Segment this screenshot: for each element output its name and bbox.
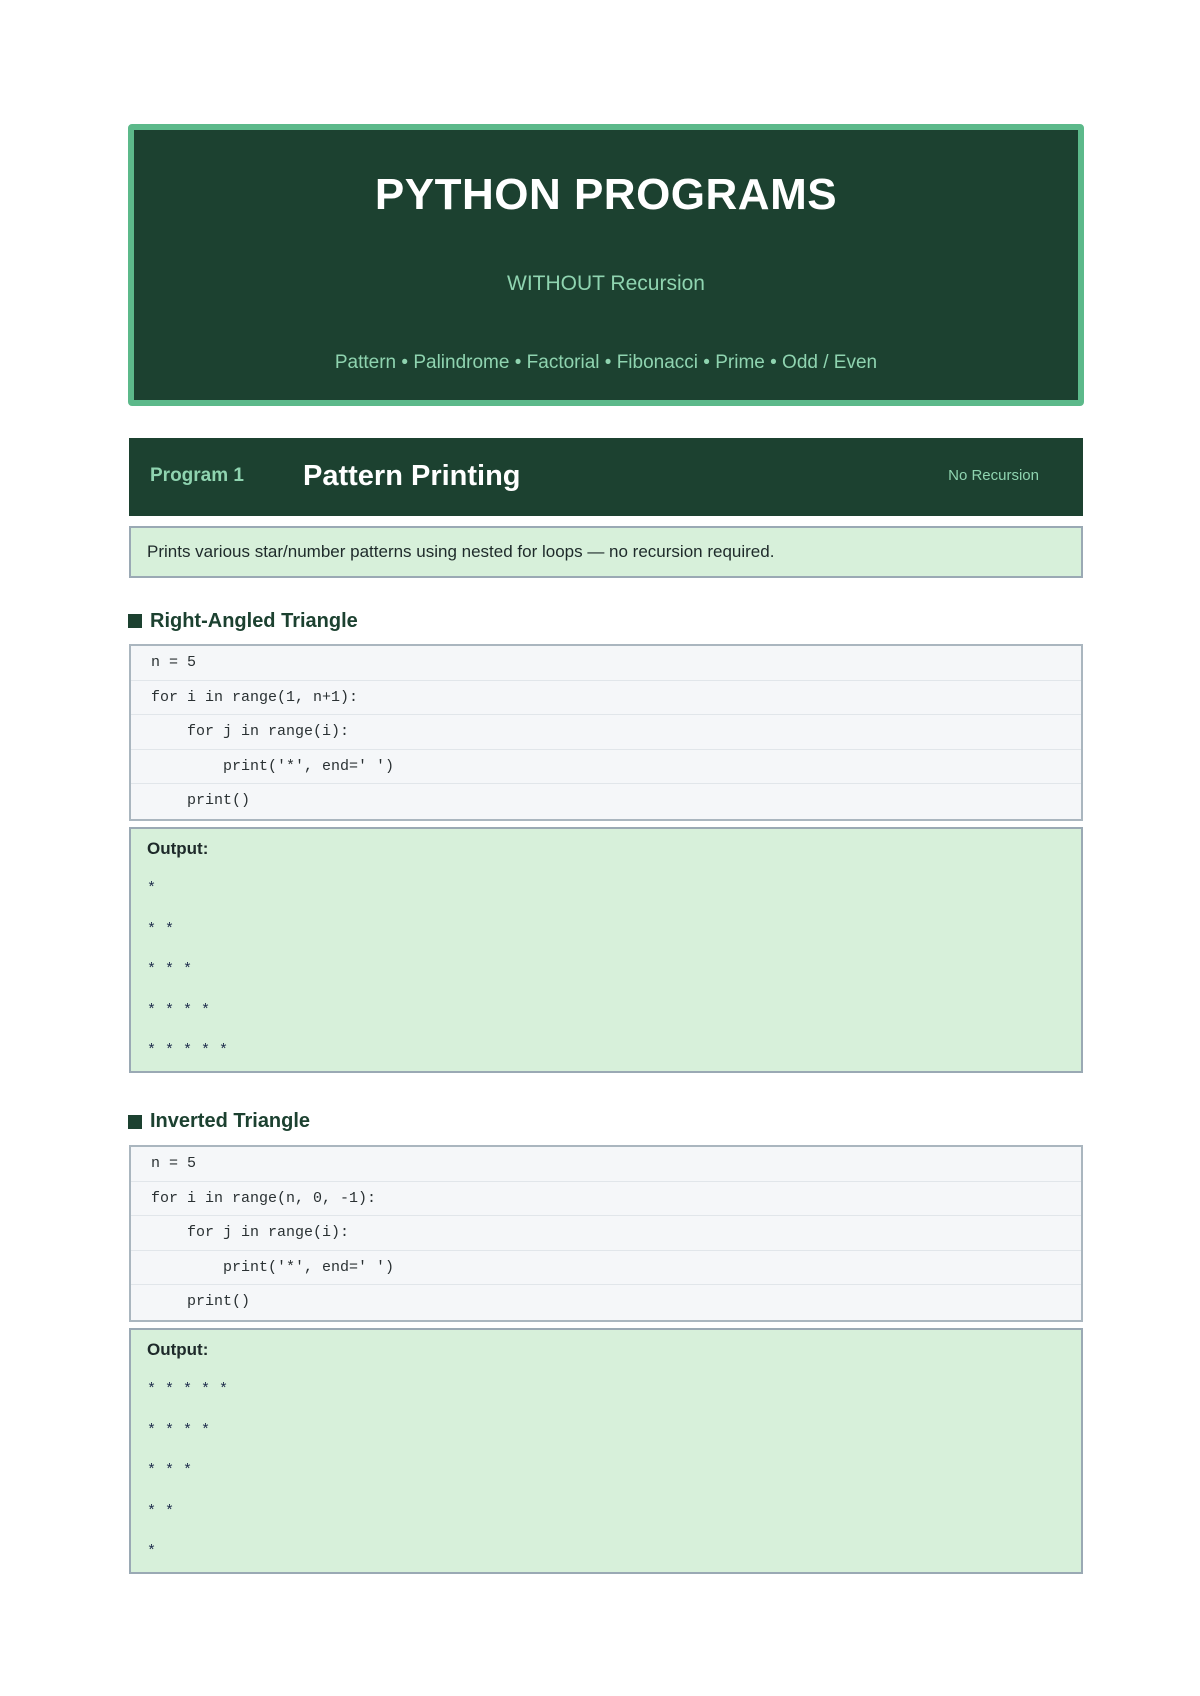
code-line: print() (151, 1293, 251, 1311)
output-line: * * * * * (147, 1380, 229, 1398)
output-line: * * (147, 1502, 175, 1520)
section-heading (128, 1109, 1084, 1135)
code-line: for i in range(1, n+1): (131, 681, 1081, 716)
output-line: * (147, 1543, 157, 1561)
code-block (129, 644, 1083, 821)
section-title: Inverted Triangle (150, 1110, 311, 1133)
output-line: * * (147, 920, 175, 938)
program-header (129, 438, 1083, 516)
output-line: * * * * (147, 1421, 211, 1439)
section-title: Right-Angled Triangle (150, 609, 358, 632)
code-line: print('*', end=' ') (131, 750, 1081, 785)
header-banner (128, 124, 1084, 406)
output-label: Output: (147, 1339, 209, 1359)
section-heading (128, 608, 1084, 634)
code-line: n = 5 (131, 646, 1081, 681)
code-line: n = 5 (131, 1147, 1081, 1182)
output-line: * * * (147, 961, 193, 979)
output-label: Output: (147, 838, 209, 858)
output-line: * (147, 879, 157, 897)
code-line: print() (151, 792, 251, 810)
program-badge: No Recursion (948, 467, 1039, 484)
code-line: for i in range(n, 0, -1): (131, 1182, 1081, 1217)
output-line: * * * * * (147, 1042, 229, 1060)
program-description: Prints various star/number patterns using nested for loops — no recursion required. (129, 526, 1083, 578)
code-line: for j in range(i): (131, 715, 1081, 750)
topics-list: Pattern • Palindrome • Factorial • Fibonacci • Prime • Odd / Even (334, 352, 878, 373)
code-block (129, 1145, 1083, 1322)
page-title: PYTHON PROGRAMS (374, 170, 838, 219)
square-bullet-icon (128, 1115, 142, 1129)
output-line: * * * (147, 1462, 193, 1480)
output-line: * * * * (147, 1001, 211, 1019)
output-block (129, 827, 1083, 1073)
program-number: Program 1 (150, 465, 244, 486)
square-bullet-icon (128, 614, 142, 628)
output-block (129, 1328, 1083, 1574)
page-subtitle: WITHOUT Recursion (507, 272, 705, 295)
program-title: Pattern Printing (303, 460, 521, 492)
document-page (128, 124, 1084, 1574)
code-line: print('*', end=' ') (131, 1251, 1081, 1286)
code-line: for j in range(i): (131, 1216, 1081, 1251)
